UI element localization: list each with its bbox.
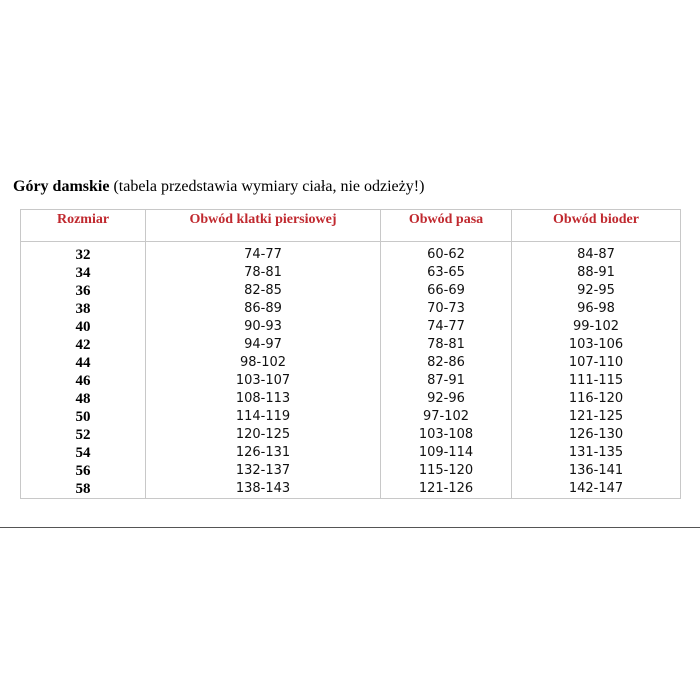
chest-cell: 82-85 — [146, 282, 381, 300]
hips-cell: 131-135 — [512, 444, 681, 462]
table-row — [21, 372, 681, 390]
caption-title: Góry damskie — [13, 178, 110, 195]
header-chest: Obwód klatki piersiowej — [146, 210, 381, 242]
waist-cell: 82-86 — [381, 354, 512, 372]
size-cell: 42 — [21, 336, 146, 354]
hips-cell: 92-95 — [512, 282, 681, 300]
waist-cell: 74-77 — [381, 318, 512, 336]
table-caption — [13, 178, 424, 196]
chest-cell: 114-119 — [146, 408, 381, 426]
size-cell: 34 — [21, 264, 146, 282]
table-row — [21, 462, 681, 480]
table-row — [21, 300, 681, 318]
chest-cell: 138-143 — [146, 480, 381, 499]
caption-note: (tabela przedstawia wymiary ciała, nie odzieży!) — [109, 178, 425, 195]
waist-cell: 115-120 — [381, 462, 512, 480]
size-cell: 58 — [21, 480, 146, 499]
chest-cell: 126-131 — [146, 444, 381, 462]
hips-cell: 121-125 — [512, 408, 681, 426]
waist-cell: 66-69 — [381, 282, 512, 300]
chest-cell: 78-81 — [146, 264, 381, 282]
hips-cell: 116-120 — [512, 390, 681, 408]
table-row — [21, 480, 681, 499]
hips-cell: 88-91 — [512, 264, 681, 282]
waist-cell: 70-73 — [381, 300, 512, 318]
table-row — [21, 318, 681, 336]
waist-cell: 121-126 — [381, 480, 512, 499]
table-row — [21, 408, 681, 426]
waist-cell: 63-65 — [381, 264, 512, 282]
size-cell: 50 — [21, 408, 146, 426]
size-cell: 40 — [21, 318, 146, 336]
header-waist: Obwód pasa — [381, 210, 512, 242]
chest-cell: 94-97 — [146, 336, 381, 354]
table-header-row — [21, 210, 681, 242]
table-row — [21, 444, 681, 462]
hips-cell: 84-87 — [512, 246, 681, 264]
hips-cell: 111-115 — [512, 372, 681, 390]
waist-cell: 103-108 — [381, 426, 512, 444]
size-cell: 38 — [21, 300, 146, 318]
size-cell: 36 — [21, 282, 146, 300]
chest-cell: 120-125 — [146, 426, 381, 444]
hips-cell: 107-110 — [512, 354, 681, 372]
size-cell: 32 — [21, 246, 146, 264]
size-cell: 46 — [21, 372, 146, 390]
waist-cell: 78-81 — [381, 336, 512, 354]
table-row — [21, 426, 681, 444]
chest-cell: 108-113 — [146, 390, 381, 408]
waist-cell: 60-62 — [381, 246, 512, 264]
chest-cell: 86-89 — [146, 300, 381, 318]
chest-cell: 90-93 — [146, 318, 381, 336]
header-hips: Obwód bioder — [512, 210, 681, 242]
size-cell: 44 — [21, 354, 146, 372]
table-body — [21, 242, 681, 499]
size-cell: 54 — [21, 444, 146, 462]
table-row — [21, 282, 681, 300]
hips-cell: 103-106 — [512, 336, 681, 354]
chest-cell: 98-102 — [146, 354, 381, 372]
size-chart-table — [20, 209, 681, 499]
table-row — [21, 336, 681, 354]
size-cell: 52 — [21, 426, 146, 444]
chest-cell: 103-107 — [146, 372, 381, 390]
hips-cell: 126-130 — [512, 426, 681, 444]
hips-cell: 142-147 — [512, 480, 681, 499]
size-cell: 56 — [21, 462, 146, 480]
chest-cell: 74-77 — [146, 246, 381, 264]
header-size: Rozmiar — [21, 210, 146, 242]
waist-cell: 109-114 — [381, 444, 512, 462]
table-row — [21, 390, 681, 408]
waist-cell: 97-102 — [381, 408, 512, 426]
waist-cell: 92-96 — [381, 390, 512, 408]
size-cell: 48 — [21, 390, 146, 408]
table-row — [21, 354, 681, 372]
table-row — [21, 264, 681, 282]
bottom-divider — [0, 527, 700, 528]
hips-cell: 136-141 — [512, 462, 681, 480]
chest-cell: 132-137 — [146, 462, 381, 480]
hips-cell: 99-102 — [512, 318, 681, 336]
waist-cell: 87-91 — [381, 372, 512, 390]
table-row — [21, 246, 681, 264]
hips-cell: 96-98 — [512, 300, 681, 318]
